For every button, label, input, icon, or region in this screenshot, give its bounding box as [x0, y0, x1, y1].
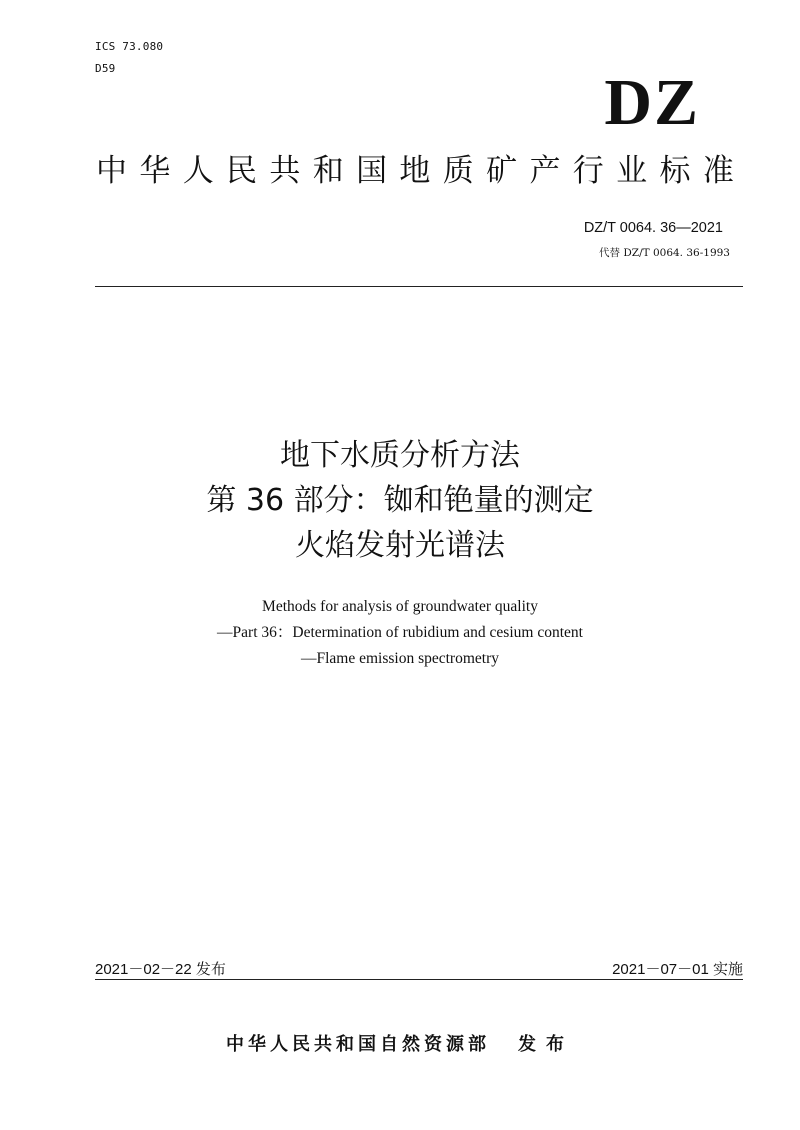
english-title-line: —Flame emission spectrometry: [300, 650, 500, 667]
standard-name-char: 质: [442, 153, 474, 189]
issuer-name: 中华人民共和国自然资源部: [226, 1034, 490, 1055]
standard-name-char: 业: [616, 153, 648, 189]
replaces-standard: 代替 DZ/T 0064. 36-1993: [599, 247, 730, 259]
chinese-title-line: 地下水质分析方法: [280, 438, 520, 473]
standard-name-char: 矿: [486, 153, 518, 189]
header-divider: [95, 286, 743, 287]
standard-name-char: 民: [226, 153, 258, 189]
standard-name-char: 中: [96, 153, 127, 189]
standard-name-char: 行: [572, 153, 604, 189]
ccs-code: D59: [95, 62, 116, 75]
english-title: [0, 594, 800, 672]
standard-name-char: 共: [269, 153, 301, 189]
standard-name-char: 国: [356, 153, 388, 189]
chinese-title-line: 火焰发射光谱法: [295, 528, 505, 563]
standard-category-title: [96, 153, 734, 190]
issue-action: 发布: [518, 1034, 574, 1055]
standard-name-char: 和: [312, 153, 344, 189]
implement-date: 2021－07－01 实施: [612, 961, 743, 978]
standard-name-char: 准: [702, 153, 734, 189]
issuer-line: [0, 1030, 800, 1056]
standard-name-char: 地: [399, 153, 431, 189]
standard-name-char: 华: [139, 153, 171, 189]
english-title-line: Methods for analysis of groundwater quality: [262, 598, 538, 615]
english-title-line: —Part 36：Determination of rubidium and cesium content: [217, 624, 583, 641]
footer-divider: [95, 979, 743, 980]
ics-code: ICS 73.080: [95, 40, 164, 53]
dz-logo: DZ: [604, 66, 700, 139]
standard-code: DZ/T 0064. 36—2021: [583, 220, 723, 236]
chinese-title: [0, 433, 800, 568]
standard-name-char: 标: [659, 153, 691, 189]
publish-date: 2021－02－22 发布: [95, 961, 226, 978]
standard-name-char: 产: [529, 153, 561, 189]
standard-name-char: 人: [182, 153, 214, 189]
chinese-title-line: 第 36 部分：铷和铯量的测定: [206, 483, 594, 518]
